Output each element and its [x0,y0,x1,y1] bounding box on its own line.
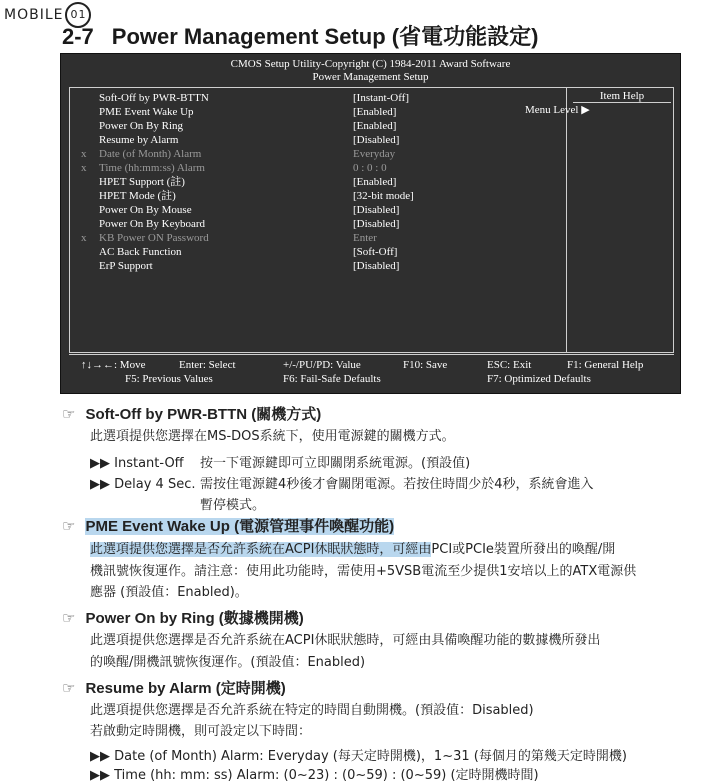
option-value: [Disabled] [353,134,400,146]
footer-failsafe: F6: Fail-Safe Defaults [283,373,381,385]
bios-option-date-alarm: x Date (of Month) Alarm Everyday [81,148,396,160]
bios-header [61,58,680,84]
alarm-desc-line2: 若啟動定時開機，則可設定以下時間： [90,724,312,739]
footer-value: +/-/PU/PD: Value [283,359,361,371]
bios-divider [566,87,567,353]
alarm-time-item: ▶▶ Time (hh: mm: ss) Alarm: (0~23) : (0~59) : (0~59) (定時開機時間) [90,768,539,783]
option-value: Everyday [353,148,396,160]
bios-option-time-alarm: x Time (hh:mm:ss) Alarm 0 : 0 : 0 [81,162,387,174]
alarm-date-item: ▶▶ Date (of Month) Alarm: Everyday (每天定時開機)，1~31 (每個月的第幾天定時開機) [90,749,627,764]
pointer-icon: ☞ [62,406,76,423]
footer-optimized: F7: Optimized Defaults [487,373,591,385]
option-value: [Instant-Off] [353,92,409,104]
double-arrow-icon: ▶▶ [90,477,115,492]
bios-option-erp[interactable] [81,259,551,273]
option-value: [Disabled] [353,260,400,272]
double-arrow-icon: ▶▶ [90,456,115,471]
option-name: Resume by Alarm [99,134,179,146]
logo-mark: 01 [65,2,91,28]
pme-desc-line1: 此選項提供您選擇是否允許系統在ACPI休眠狀態時，可經由PCI或PCIe裝置所發出的喚醒/開 [90,542,616,557]
pme-desc-line2: 機訊號恢復運作。請注意：使用此功能時，需使用+5VSB電流至少提供1安培以上的ATX電源供 [90,564,637,579]
soft-off-desc: 此選項提供您選擇在MS-DOS系統下，使用電源鍵的關機方式。 [90,429,455,444]
footer-exit: ESC: Exit [487,359,532,371]
pointer-icon: ☞ [62,610,76,627]
option-value: [Enabled] [353,176,397,188]
pointer-icon: ☞ [62,680,76,697]
bios-footer-divider [69,354,674,355]
bios-option-kb-password: x KB Power ON Password Enter [81,232,377,244]
option-value: [Soft-Off] [353,246,398,258]
soft-off-opt-delay: ▶▶ Delay 4 Sec. 需按住電源鍵4秒後才會關閉電源。若按住時間少於4秒，系統會進入 [90,477,594,492]
heading-soft-off [62,403,321,424]
bios-option-hpet-mode[interactable] [81,189,551,203]
option-name: KB Power ON Password [99,232,209,244]
option-name: HPET Support (註) [99,176,185,188]
option-value: [Enabled] [353,120,397,132]
bios-screen-title: Power Management Setup [312,71,429,83]
option-name: Power On By Mouse [99,204,192,216]
page-title [62,20,538,51]
bios-option-ac-back[interactable] [81,245,551,259]
option-value: [32-bit mode] [353,190,414,202]
bios-option-power-on-keyboard[interactable] [81,217,551,231]
bios-option-power-on-ring[interactable] [81,119,551,133]
option-name: Date (of Month) Alarm [99,148,202,160]
option-value: [Disabled] [353,218,400,230]
option-value: Enter [353,232,377,244]
heading-text: Resume by Alarm (定時開機) [85,680,286,697]
option-name: Time (hh:mm:ss) Alarm [99,162,205,174]
option-name: Power On By Keyboard [99,218,206,230]
item-help-title: Item Help [573,90,671,103]
ring-desc-line2: 的喚醒/開機訊號恢復運作。(預設值：Enabled) [90,655,366,670]
footer-enter: Enter: Select [179,359,236,371]
footer-save: F10: Save [403,359,448,371]
soft-off-opt-delay-cont: 暫停模式。 [200,498,266,513]
heading-text: Power On by Ring (數據機開機) [85,610,304,627]
option-value: 0 : 0 : 0 [353,162,387,174]
pointer-icon: ☞ [62,518,76,535]
heading-text: Soft-Off by PWR-BTTN (關機方式) [85,406,322,423]
option-value: [Enabled] [353,106,397,118]
heading-text: PME Event Wake Up (電源管理事件喚醒功能) [85,518,395,535]
heading-resume-alarm [62,677,286,698]
option-value: [Disabled] [353,204,400,216]
section-number: 2-7 [62,24,94,49]
heading-power-on-ring [62,607,304,628]
pme-desc-line3: 應器 (預設值：Enabled)。 [90,585,248,600]
alarm-desc-line1: 此選項提供您選擇是否允許系統在特定的時間自動開機。(預設值：Disabled) [90,703,534,718]
bios-option-pme-wake[interactable] [81,105,551,119]
logo-text: MOBILE [4,7,64,23]
footer-move: ↑↓→←: Move [81,359,146,371]
option-name: ErP Support [99,260,153,272]
option-name: HPET Mode (註) [99,190,176,202]
heading-pme-wake [62,515,394,536]
footer-previous: F5: Previous Values [125,373,213,385]
option-name: Soft-Off by PWR-BTTN [99,92,209,104]
section-title: Power Management Setup (省電功能設定) [111,24,539,49]
double-arrow-icon: ▶▶ [90,749,115,764]
bios-option-resume-alarm[interactable] [81,133,551,147]
bios-copyright: CMOS Setup Utility-Copyright (C) 1984-2011 Award Software [230,58,511,70]
ring-desc-line1: 此選項提供您選擇是否允許系統在ACPI休眠狀態時，可經由具備喚醒功能的數據機所發出 [90,633,601,648]
double-arrow-icon: ▶▶ [90,768,115,783]
bios-option-hpet-support[interactable] [81,175,551,189]
bios-option-power-on-mouse[interactable] [81,203,551,217]
menu-level: Menu Level ▶ [525,104,590,116]
option-name: AC Back Function [99,246,182,258]
soft-off-opt-instant: ▶▶ Instant-Off 按一下電源鍵即可立即關閉系統電源。(預設值) [90,456,471,471]
option-name: PME Event Wake Up [99,106,194,118]
bios-option-soft-off[interactable] [81,91,551,105]
bios-screenshot [60,53,681,394]
option-name: Power On By Ring [99,120,184,132]
footer-help: F1: General Help [567,359,644,371]
